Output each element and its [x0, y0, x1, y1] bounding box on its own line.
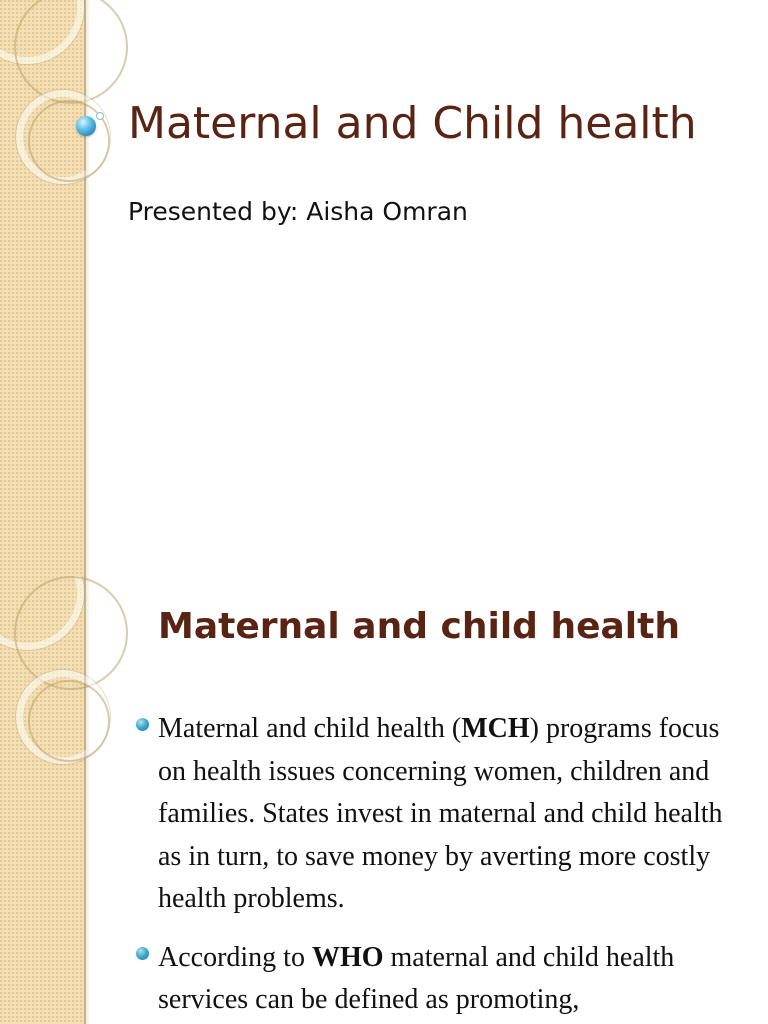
bullet-item — [158, 708, 748, 921]
band-shadow — [84, 576, 90, 1024]
bullet-dot-icon — [136, 718, 149, 731]
bullet-bold-term: MCH — [461, 713, 530, 744]
presenter-subtitle: Presented by: Aisha Omran — [128, 197, 468, 226]
slide-title: Maternal and Child health — [128, 98, 697, 149]
ring-decoration — [14, 0, 128, 104]
blue-orb-icon — [76, 116, 96, 136]
band-shadow — [84, 0, 90, 576]
bullet-text: Maternal and child health ( — [158, 713, 462, 744]
decorative-side-band — [0, 576, 86, 1024]
bullet-text: ) programs focus on health issues concerning women, children and families. States invest in maternal and child health as in turn, to save money by averting more costly health problems. — [158, 713, 723, 914]
decorative-side-band — [0, 0, 86, 576]
bullet-text: maternal and child health services can be defined as promoting, — [158, 941, 675, 1015]
slide-2 — [0, 576, 768, 1024]
ring-decoration — [28, 680, 110, 762]
bullet-list — [158, 708, 748, 1024]
small-orb-icon — [96, 112, 104, 120]
bullet-bold-term: WHO — [311, 941, 384, 973]
slide-title: Maternal and child health — [158, 606, 680, 647]
bullet-item — [158, 937, 748, 1022]
bullet-dot-icon — [136, 947, 149, 960]
bullet-text: According to — [158, 941, 312, 973]
